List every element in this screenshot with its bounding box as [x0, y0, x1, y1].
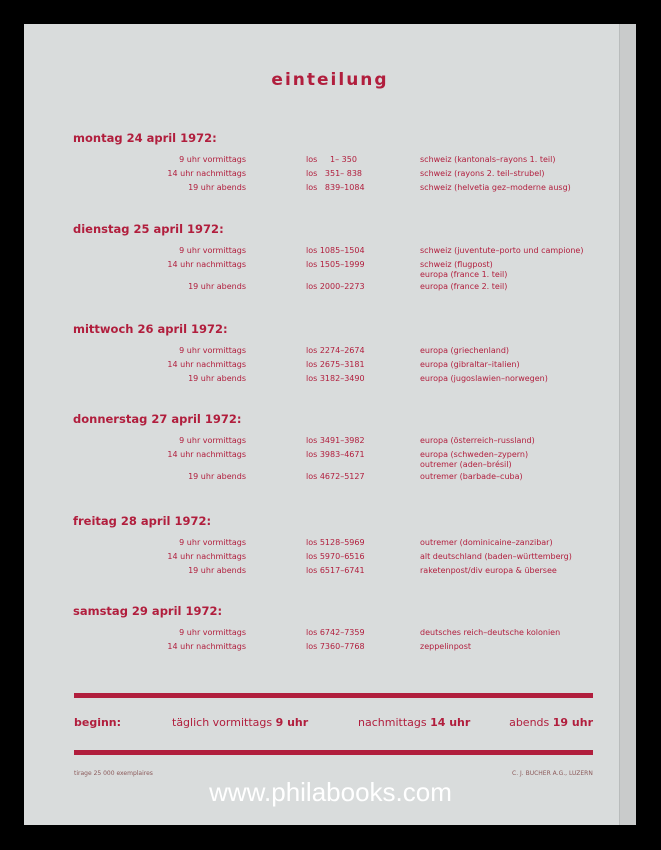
lot-description: outremer (aden–brésil) [420, 459, 512, 469]
day-heading: donnerstag 27 april 1972: [73, 412, 242, 426]
page-edge-strip [619, 24, 636, 825]
lot-description: outremer (dominicaine–zanzibar) [420, 538, 553, 547]
session-time: 9 uhr vormittags [179, 538, 246, 547]
lot-range: los 3983–4671 [306, 450, 365, 459]
top-divider-bar [74, 693, 593, 698]
lot-description: europa (gibraltar–italien) [420, 360, 520, 369]
lot-range: los 1– 350 [306, 155, 357, 164]
session-time: 19 uhr abends [188, 566, 246, 575]
day-heading: samstag 29 april 1972: [73, 604, 223, 618]
start-daily-time: 9 uhr [275, 716, 309, 729]
lot-range: los 7360–7768 [306, 642, 365, 651]
lot-description: schweiz (juventute–porto und campione) [420, 246, 584, 255]
session-time: 9 uhr vormittags [179, 155, 246, 164]
session-time: 9 uhr vormittags [179, 246, 246, 255]
lot-description: schweiz (kantonals–rayons 1. teil) [420, 155, 556, 164]
lot-description: outremer (barbade–cuba) [420, 472, 523, 481]
lot-range: los 839–1084 [306, 183, 365, 192]
session-time: 9 uhr vormittags [179, 346, 246, 355]
document-page [24, 24, 636, 825]
start-afternoon [358, 716, 470, 729]
session-time: 9 uhr vormittags [179, 628, 246, 637]
session-time: 14 uhr nachmittags [167, 260, 246, 269]
bottom-divider-bar [74, 750, 593, 755]
start-label: beginn: [74, 716, 122, 729]
start-times-row [74, 716, 593, 732]
lot-range: los 3491–3982 [306, 436, 365, 445]
lot-description: zeppelinpost [420, 642, 471, 651]
lot-description: schweiz (rayons 2. teil–strubel) [420, 169, 545, 178]
lot-range: los 2675–3181 [306, 360, 365, 369]
lot-range: los 3182–3490 [306, 374, 365, 383]
start-daily [172, 716, 308, 729]
page-title: einteilung [271, 70, 389, 90]
lot-range: los 2000–2273 [306, 282, 365, 291]
start-afternoon-prefix: nachmittags [358, 716, 427, 729]
session-time: 19 uhr abends [188, 472, 246, 481]
lot-range: los 351– 838 [306, 169, 362, 178]
day-heading: dienstag 25 april 1972: [73, 222, 224, 236]
start-evening-prefix: abends [509, 716, 550, 729]
lot-range: los 1085–1504 [306, 246, 365, 255]
lot-range: los 5128–5969 [306, 538, 365, 547]
lot-description: europa (france 2. teil) [420, 282, 508, 291]
start-afternoon-time: 14 uhr [430, 716, 471, 729]
lot-description: europa (france 1. teil) [420, 269, 508, 279]
lot-range: los 2274–2674 [306, 346, 365, 355]
lot-description: europa (jugoslawien–norwegen) [420, 374, 548, 383]
day-heading: montag 24 april 1972: [73, 131, 217, 145]
lot-description: schweiz (flugpost) [420, 260, 493, 269]
session-time: 14 uhr nachmittags [167, 642, 246, 651]
day-heading: freitag 28 april 1972: [73, 514, 212, 528]
start-daily-prefix: täglich vormittags [172, 716, 273, 729]
session-time: 9 uhr vormittags [179, 436, 246, 445]
lot-description: schweiz (helvetia gez–moderne ausg) [420, 183, 571, 192]
footer-printer: C. J. BUCHER A.G., LUZERN [512, 770, 593, 777]
start-evening-time: 19 uhr [552, 716, 593, 729]
lot-range: los 6517–6741 [306, 566, 365, 575]
lot-description: europa (griechenland) [420, 346, 510, 355]
session-time: 14 uhr nachmittags [167, 450, 246, 459]
session-time: 19 uhr abends [188, 183, 246, 192]
footer-print-run: tirage 25 000 exemplaires [74, 770, 153, 777]
start-evening [509, 716, 593, 729]
lot-range: los 1505–1999 [306, 260, 365, 269]
session-time: 19 uhr abends [188, 374, 246, 383]
lot-description: europa (österreich–russland) [420, 436, 535, 445]
day-heading: mittwoch 26 april 1972: [73, 322, 228, 336]
lot-range: los 6742–7359 [306, 628, 365, 637]
session-time: 14 uhr nachmittags [167, 169, 246, 178]
lot-range: los 4672–5127 [306, 472, 365, 481]
lot-description: deutsches reich–deutsche kolonien [420, 628, 561, 637]
lot-description: raketenpost/div europa & übersee [420, 566, 557, 575]
watermark-url[interactable]: www.philabooks.com [209, 777, 452, 807]
session-time: 14 uhr nachmittags [167, 360, 246, 369]
lot-description: alt deutschland (baden–württemberg) [420, 552, 572, 561]
session-time: 14 uhr nachmittags [167, 552, 246, 561]
lot-description: europa (schweden–zypern) [420, 450, 529, 459]
session-time: 19 uhr abends [188, 282, 246, 291]
lot-range: los 5970–6516 [306, 552, 365, 561]
